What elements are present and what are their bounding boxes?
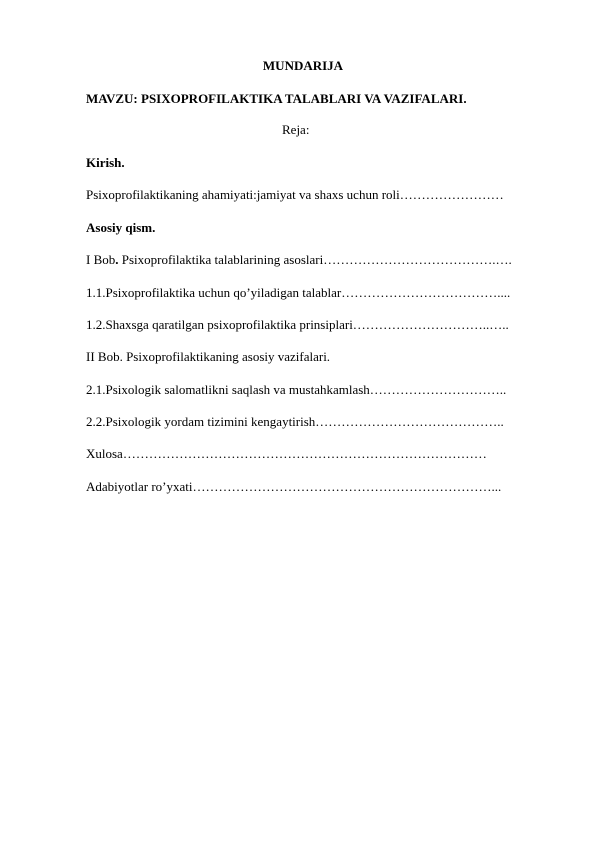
toc-entry-chapter-1 — [86, 252, 512, 268]
toc-entry-conclusion: Xulosa………………………………………………………………………… — [86, 446, 487, 461]
toc-entry-2-1: 2.1.Psixologik salomatlikni saqlash va mustahkamlash………………………….. — [86, 382, 507, 397]
chapter-1-dot: . — [115, 252, 119, 267]
toc-entry-1-2: 1.2.Shaxsga qaratilgan psixoprofilaktika prinsiplari…………………………..….. — [86, 317, 509, 332]
toc-entry-importance: Psixoprofilaktikaning ahamiyati:jamiyat va shaxs uchun roli…………………… — [86, 187, 504, 202]
toc-entry-2-2: 2.2.Psixologik yordam tizimini kengaytirish…………………………………….. — [86, 414, 504, 429]
contents-heading: MUNDARIJA — [262, 58, 344, 73]
toc-entry-main-part: Asosiy qism. — [86, 220, 156, 235]
chapter-1-title: Psixoprofilaktika talablarining asoslari………………………………….…. — [118, 252, 512, 267]
toc-entry-1-1: 1.1.Psixoprofilaktika uchun qo’yiladigan talablar……………………………….... — [86, 285, 511, 300]
toc-entry-chapter-2: II Bob. Psixoprofilaktikaning asosiy vazifalari. — [86, 349, 331, 364]
chapter-1-prefix: I Bob — [86, 252, 116, 267]
toc-entry-introduction: Kirish. — [86, 155, 125, 170]
plan-label: Reja: — [282, 122, 310, 137]
topic-title: MAVZU: PSIXOPROFILAKTIKA TALABLARI VA VAZIFALARI. — [86, 91, 467, 106]
toc-entry-references: Adabiyotlar ro’yxati……………………………………………………………... — [86, 479, 502, 494]
